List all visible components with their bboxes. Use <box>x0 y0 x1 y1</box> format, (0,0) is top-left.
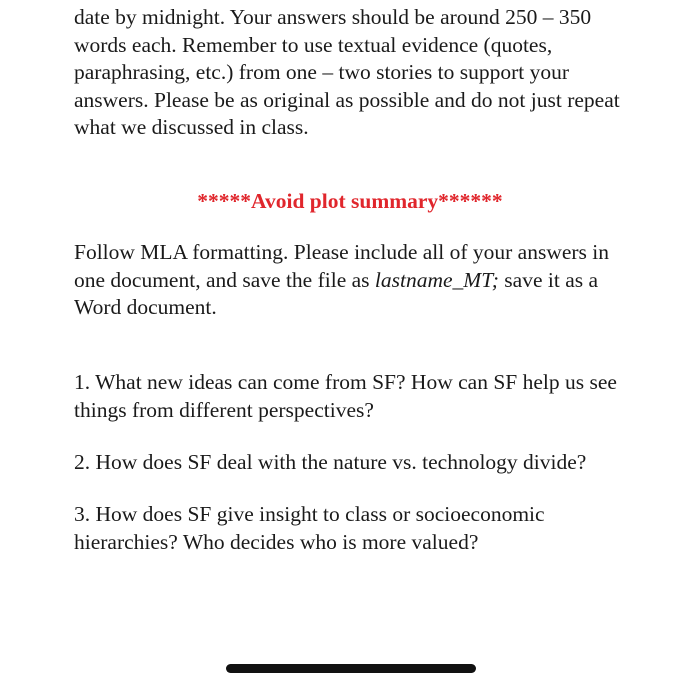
intro-paragraph: date by midnight. Your answers should be around 250 – 350 words each. Remember to use textual evidence (quotes, paraphrasing, etc.) from one – two stories to support your answers. Please be as original as possible and do not just repeat what we discussed in class. <box>74 5 620 139</box>
avoid-plot-summary-warning: *****Avoid plot summary****** <box>197 189 503 213</box>
formatting-paragraph <box>74 239 644 322</box>
question-1: 1. What new ideas can come from SF? How can SF help us see things from different perspectives? <box>74 370 617 422</box>
question-3: 3. How does SF give insight to class or socioeconomic hierarchies? Who decides who is more valued? <box>74 502 545 554</box>
home-indicator-bar[interactable] <box>226 664 476 673</box>
formatting-text-after: save it as a Word document. <box>74 267 599 319</box>
question-2: 2. How does SF deal with the nature vs. technology divide? <box>74 450 587 474</box>
formatting-text-before: Follow MLA formatting. Please include all of your answers in one document, and save the file as <box>74 240 610 292</box>
filename-text: lastname_MT; <box>374 267 499 292</box>
